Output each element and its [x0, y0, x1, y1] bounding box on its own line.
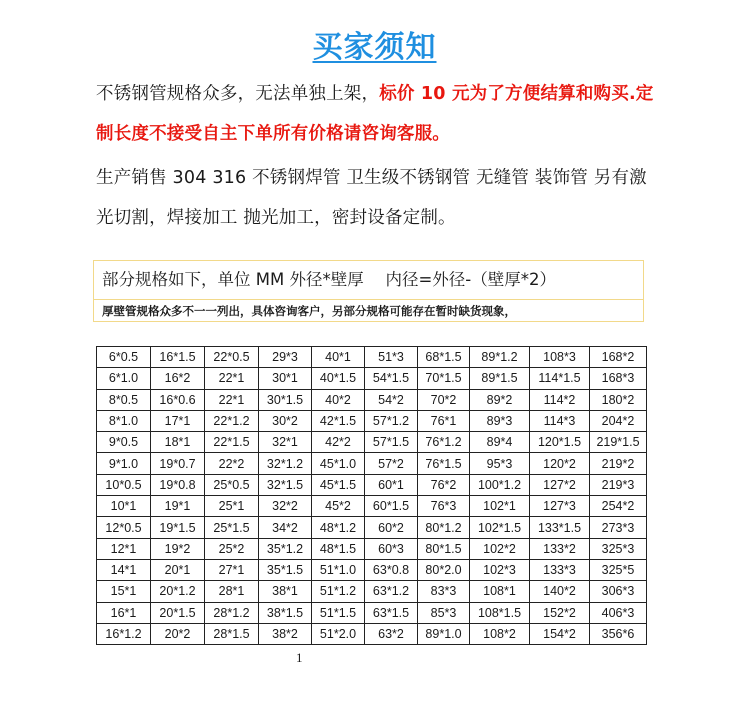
products-paragraph: 生产销售 304 316 不锈钢焊管 卫生级不锈钢管 无缝管 装饰管 另有激光切割，焊接加工 抛光加工，密封设备定制。: [96, 168, 647, 228]
table-cell: 154*2: [530, 623, 590, 644]
table-cell: 60*3: [365, 538, 418, 559]
table-row: [97, 623, 647, 644]
table-row: [97, 581, 647, 602]
table-cell: 20*2: [151, 623, 205, 644]
table-cell: 254*2: [590, 496, 647, 517]
table-cell: 80*1.2: [418, 517, 470, 538]
table-cell: 219*2: [590, 453, 647, 474]
table-cell: 45*1.0: [312, 453, 365, 474]
table-cell: 114*2: [530, 389, 590, 410]
table-cell: 34*2: [259, 517, 312, 538]
table-cell: 63*1.2: [365, 581, 418, 602]
table-cell: 127*3: [530, 496, 590, 517]
notice-text: 不锈钢管规格众多，无法单独上架，: [96, 84, 380, 104]
table-cell: 48*1.2: [312, 517, 365, 538]
table-cell: 9*0.5: [97, 432, 151, 453]
table-cell: 12*0.5: [97, 517, 151, 538]
table-cell: 19*0.8: [151, 474, 205, 495]
table-cell: 76*1: [418, 410, 470, 431]
table-cell: 45*1.5: [312, 474, 365, 495]
table-row: [97, 496, 647, 517]
table-cell: 19*1: [151, 496, 205, 517]
table-cell: 57*1.2: [365, 410, 418, 431]
table-row: [97, 517, 647, 538]
table-cell: 40*1.5: [312, 368, 365, 389]
table-cell: 10*0.5: [97, 474, 151, 495]
table-cell: 180*2: [590, 389, 647, 410]
table-cell: 28*1.2: [205, 602, 259, 623]
table-cell: 76*1.5: [418, 453, 470, 474]
table-cell: 28*1: [205, 581, 259, 602]
table-cell: 30*2: [259, 410, 312, 431]
page-title: 买家须知: [312, 30, 437, 65]
table-cell: 120*1.5: [530, 432, 590, 453]
table-cell: 35*1.5: [259, 559, 312, 580]
table-cell: 14*1: [97, 559, 151, 580]
table-cell: 68*1.5: [418, 347, 470, 368]
table-cell: 76*3: [418, 496, 470, 517]
table-cell: 40*2: [312, 389, 365, 410]
table-cell: 219*3: [590, 474, 647, 495]
notice-highlight: 标价 10 元为了方便结算和购买.定制长度不接受自主下单所有价格请咨询客服。: [96, 84, 654, 144]
table-cell: 80*2.0: [418, 559, 470, 580]
table-cell: 83*3: [418, 581, 470, 602]
table-cell: 9*1.0: [97, 453, 151, 474]
table-row: [97, 389, 647, 410]
table-cell: 140*2: [530, 581, 590, 602]
table-row: [97, 602, 647, 623]
table-cell: 57*2: [365, 453, 418, 474]
table-row: [97, 432, 647, 453]
table-cell: 20*1.5: [151, 602, 205, 623]
table-cell: 108*2: [470, 623, 530, 644]
table-cell: 51*1.2: [312, 581, 365, 602]
table-cell: 29*3: [259, 347, 312, 368]
table-cell: 85*3: [418, 602, 470, 623]
table-cell: 38*2: [259, 623, 312, 644]
table-cell: 30*1: [259, 368, 312, 389]
table-cell: 38*1.5: [259, 602, 312, 623]
table-cell: 16*2: [151, 368, 205, 389]
table-cell: 325*3: [590, 538, 647, 559]
table-cell: 89*1.2: [470, 347, 530, 368]
table-cell: 356*6: [590, 623, 647, 644]
table-cell: 133*1.5: [530, 517, 590, 538]
table-cell: 17*1: [151, 410, 205, 431]
table-cell: 51*1.0: [312, 559, 365, 580]
table-cell: 15*1: [97, 581, 151, 602]
table-cell: 22*0.5: [205, 347, 259, 368]
table-cell: 48*1.5: [312, 538, 365, 559]
table-cell: 25*0.5: [205, 474, 259, 495]
table-cell: 20*1: [151, 559, 205, 580]
table-cell: 28*1.5: [205, 623, 259, 644]
table-cell: 89*1.0: [418, 623, 470, 644]
table-cell: 120*2: [530, 453, 590, 474]
table-cell: 102*3: [470, 559, 530, 580]
table-cell: 89*3: [470, 410, 530, 431]
table-cell: 89*4: [470, 432, 530, 453]
table-cell: 406*3: [590, 602, 647, 623]
table-cell: 70*1.5: [418, 368, 470, 389]
table-cell: 27*1: [205, 559, 259, 580]
table-row: [97, 538, 647, 559]
table-cell: 25*2: [205, 538, 259, 559]
table-cell: 54*1.5: [365, 368, 418, 389]
table-cell: 70*2: [418, 389, 470, 410]
table-cell: 25*1.5: [205, 517, 259, 538]
table-cell: 63*0.8: [365, 559, 418, 580]
notice-paragraph: [96, 74, 656, 154]
table-cell: 219*1.5: [590, 432, 647, 453]
table-cell: 89*1.5: [470, 368, 530, 389]
table-row: [97, 347, 647, 368]
spec-info-box: [93, 260, 644, 322]
table-cell: 168*2: [590, 347, 647, 368]
table-cell: 16*1.2: [97, 623, 151, 644]
table-cell: 60*1: [365, 474, 418, 495]
table-row: [97, 368, 647, 389]
table-cell: 38*1: [259, 581, 312, 602]
table-row: [97, 453, 647, 474]
table-cell: 51*2.0: [312, 623, 365, 644]
table-cell: 60*2: [365, 517, 418, 538]
table-cell: 114*1.5: [530, 368, 590, 389]
table-row: [97, 410, 647, 431]
table-cell: 25*1: [205, 496, 259, 517]
table-row: [97, 559, 647, 580]
table-cell: 32*1.5: [259, 474, 312, 495]
table-cell: 133*2: [530, 538, 590, 559]
table-cell: 40*1: [312, 347, 365, 368]
table-cell: 6*1.0: [97, 368, 151, 389]
table-cell: 108*3: [530, 347, 590, 368]
table-cell: 32*1.2: [259, 453, 312, 474]
table-cell: 16*1: [97, 602, 151, 623]
table-cell: 114*3: [530, 410, 590, 431]
table-cell: 10*1: [97, 496, 151, 517]
table-cell: 22*1: [205, 389, 259, 410]
table-cell: 54*2: [365, 389, 418, 410]
table-cell: 51*1.5: [312, 602, 365, 623]
table-cell: 22*2: [205, 453, 259, 474]
spec-table: [96, 346, 647, 645]
spec-unit-line: 部分规格如下，单位 MM 外径*壁厚 内径=外径-（壁厚*2）: [94, 261, 643, 300]
table-cell: 168*3: [590, 368, 647, 389]
table-cell: 306*3: [590, 581, 647, 602]
table-cell: 204*2: [590, 410, 647, 431]
table-cell: 8*0.5: [97, 389, 151, 410]
table-cell: 60*1.5: [365, 496, 418, 517]
table-cell: 35*1.2: [259, 538, 312, 559]
table-cell: 108*1: [470, 581, 530, 602]
table-cell: 32*2: [259, 496, 312, 517]
table-cell: 8*1.0: [97, 410, 151, 431]
table-row: [97, 474, 647, 495]
table-cell: 152*2: [530, 602, 590, 623]
table-cell: 57*1.5: [365, 432, 418, 453]
table-cell: 80*1.5: [418, 538, 470, 559]
table-cell: 22*1: [205, 368, 259, 389]
table-cell: 76*2: [418, 474, 470, 495]
table-cell: 76*1.2: [418, 432, 470, 453]
table-cell: 20*1.2: [151, 581, 205, 602]
table-cell: 89*2: [470, 389, 530, 410]
spec-note-line: 厚壁管规格众多不一一列出，具体咨询客户，另部分规格可能存在暂时缺货现象，: [102, 304, 516, 318]
table-cell: 12*1: [97, 538, 151, 559]
table-cell: 19*2: [151, 538, 205, 559]
table-cell: 22*1.2: [205, 410, 259, 431]
table-cell: 18*1: [151, 432, 205, 453]
table-cell: 19*1.5: [151, 517, 205, 538]
table-cell: 51*3: [365, 347, 418, 368]
table-cell: 102*2: [470, 538, 530, 559]
table-cell: 325*5: [590, 559, 647, 580]
table-cell: 133*3: [530, 559, 590, 580]
table-cell: 22*1.5: [205, 432, 259, 453]
page-number: 1: [296, 650, 303, 665]
table-cell: 63*2: [365, 623, 418, 644]
table-cell: 19*0.7: [151, 453, 205, 474]
table-cell: 102*1.5: [470, 517, 530, 538]
table-cell: 42*2: [312, 432, 365, 453]
table-cell: 100*1.2: [470, 474, 530, 495]
table-cell: 16*0.6: [151, 389, 205, 410]
table-cell: 95*3: [470, 453, 530, 474]
table-cell: 6*0.5: [97, 347, 151, 368]
table-cell: 273*3: [590, 517, 647, 538]
table-cell: 102*1: [470, 496, 530, 517]
table-cell: 45*2: [312, 496, 365, 517]
table-cell: 127*2: [530, 474, 590, 495]
table-cell: 63*1.5: [365, 602, 418, 623]
table-cell: 42*1.5: [312, 410, 365, 431]
table-cell: 30*1.5: [259, 389, 312, 410]
table-cell: 32*1: [259, 432, 312, 453]
table-cell: 16*1.5: [151, 347, 205, 368]
table-cell: 108*1.5: [470, 602, 530, 623]
